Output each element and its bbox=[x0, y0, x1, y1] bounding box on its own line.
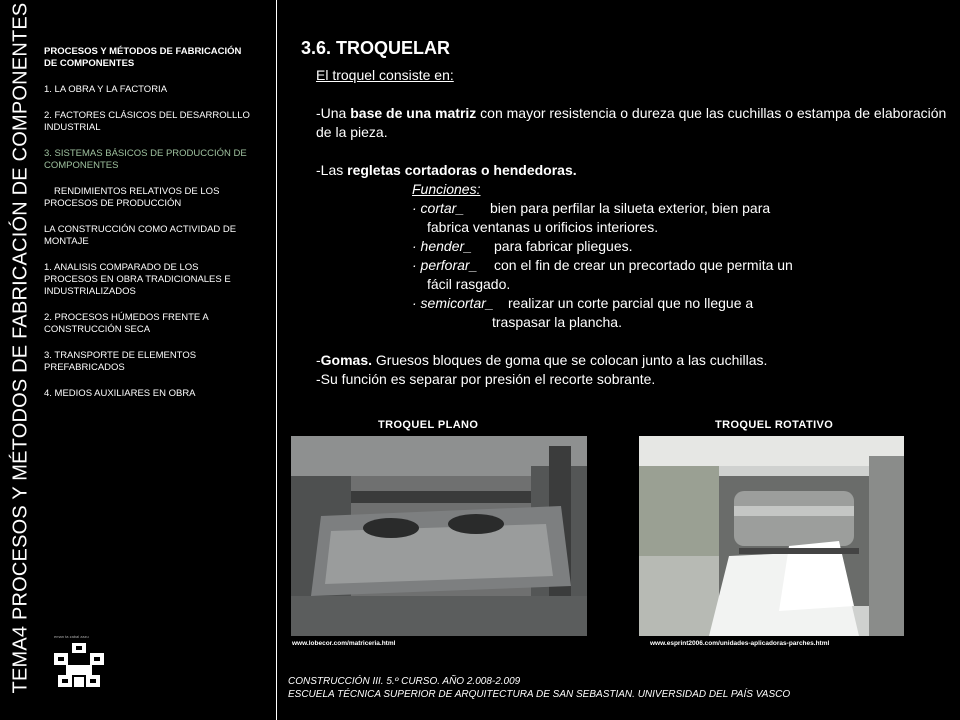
vertical-title-text: TEMA4 PROCESOS Y MÉTODOS DE FABRICACIÓN DE COMPONENTES bbox=[9, 2, 32, 694]
nav-item-procesos-humedos[interactable]: 2. PROCESOS HÚMEDOS FRENTE A CONSTRUCCIÓN SECA bbox=[44, 312, 209, 335]
photo-troquel-rotativo bbox=[639, 436, 904, 636]
photo-troquel-plano bbox=[291, 436, 587, 636]
function-perforar-cont: fácil rasgado. bbox=[427, 276, 511, 292]
page-title: 3.6. TROQUELAR bbox=[301, 38, 451, 58]
nav-item-obra-factoria[interactable]: 1. LA OBRA Y LA FACTORIA bbox=[44, 84, 168, 95]
nav-item-main[interactable]: PROCESOS Y MÉTODOS DE FABRICACIÓN DE COMPONENTES bbox=[44, 46, 242, 69]
logo-caption: eman ta zabal zazu bbox=[54, 634, 89, 639]
credit-lobecor[interactable]: www.lobecor.com/matriceria.html bbox=[292, 640, 396, 647]
function-perforar: · perforar_ con el fin de crear un precortado que permita un bbox=[412, 257, 793, 273]
function-hender: · hender_ para fabricar pliegues. bbox=[412, 238, 633, 254]
vertical-title bbox=[8, 2, 34, 694]
paragraph-regletas: -Las regletas cortadoras o hendedoras. bbox=[316, 162, 577, 178]
nav-item-rendimientos[interactable]: RENDIMIENTOS RELATIVOS DE LOS PROCESOS DE PRODUCCIÓN bbox=[44, 186, 220, 209]
nav-item-medios-auxiliares[interactable]: 4. MEDIOS AUXILIARES EN OBRA bbox=[44, 388, 196, 399]
nav-item-construccion-montaje[interactable]: LA CONSTRUCCIÓN COMO ACTIVIDAD DE MONTAJE bbox=[44, 224, 237, 247]
nav-item-analisis-comparado[interactable]: 1. ANALISIS COMPARADO DE LOS PROCESOS EN OBRA TRADICIONALES E INDUSTRIALIZADOS bbox=[44, 262, 231, 297]
nav-item-factores-clasicos[interactable]: 2. FACTORES CLÁSICOS DEL DESARROLLLO INDUSTRIAL bbox=[44, 110, 250, 133]
paragraph-matriz: -Una base de una matriz con mayor resistencia o dureza que las cuchillas o estampa de elaboración de la pieza. bbox=[316, 105, 947, 140]
sidebar-nav bbox=[44, 46, 254, 414]
nav-item-sistemas-basicos[interactable]: 3. SISTEMAS BÁSICOS DE PRODUCCIÓN DE COMPONENTES bbox=[44, 148, 247, 171]
intro-text: El troquel consiste en: bbox=[316, 67, 454, 83]
function-semicortar: · semicortar_ realizar un corte parcial que no llegue a bbox=[412, 295, 754, 311]
nav-item-transporte[interactable]: 3. TRANSPORTE DE ELEMENTOS PREFABRICADOS bbox=[44, 350, 197, 373]
function-semicortar-cont: traspasar la plancha. bbox=[492, 314, 622, 330]
funciones-label: Funciones: bbox=[412, 181, 481, 197]
footer bbox=[288, 675, 790, 701]
footer-course: CONSTRUCCIÓN III. 5.º CURSO. AÑO 2.008-2.009 bbox=[288, 676, 521, 687]
vertical-divider bbox=[276, 0, 277, 720]
caption-troquel-rotativo: TROQUEL ROTATIVO bbox=[715, 419, 834, 431]
paragraph-funcion: -Su función es separar por presión el recorte sobrante. bbox=[316, 371, 656, 387]
footer-school: ESCUELA TÉCNICA SUPERIOR DE ARQUITECTURA DE SAN SEBASTIAN. UNIVERSIDAD DEL PAÍS VASCO bbox=[288, 689, 791, 700]
function-cortar-cont: fabrica ventanas u orificios interiores. bbox=[427, 219, 659, 235]
credit-esprint[interactable]: www.esprint2006.com/unidades-aplicadoras-parches.html bbox=[650, 640, 830, 647]
university-logo-icon bbox=[48, 633, 110, 691]
paragraph-gomas: -Gomas. Gruesos bloques de goma que se colocan junto a las cuchillas. bbox=[316, 352, 768, 368]
main-content bbox=[316, 66, 952, 389]
function-cortar: · cortar_ bien para perfilar la silueta exterior, bien para bbox=[412, 200, 771, 216]
caption-troquel-plano: TROQUEL PLANO bbox=[378, 419, 479, 431]
